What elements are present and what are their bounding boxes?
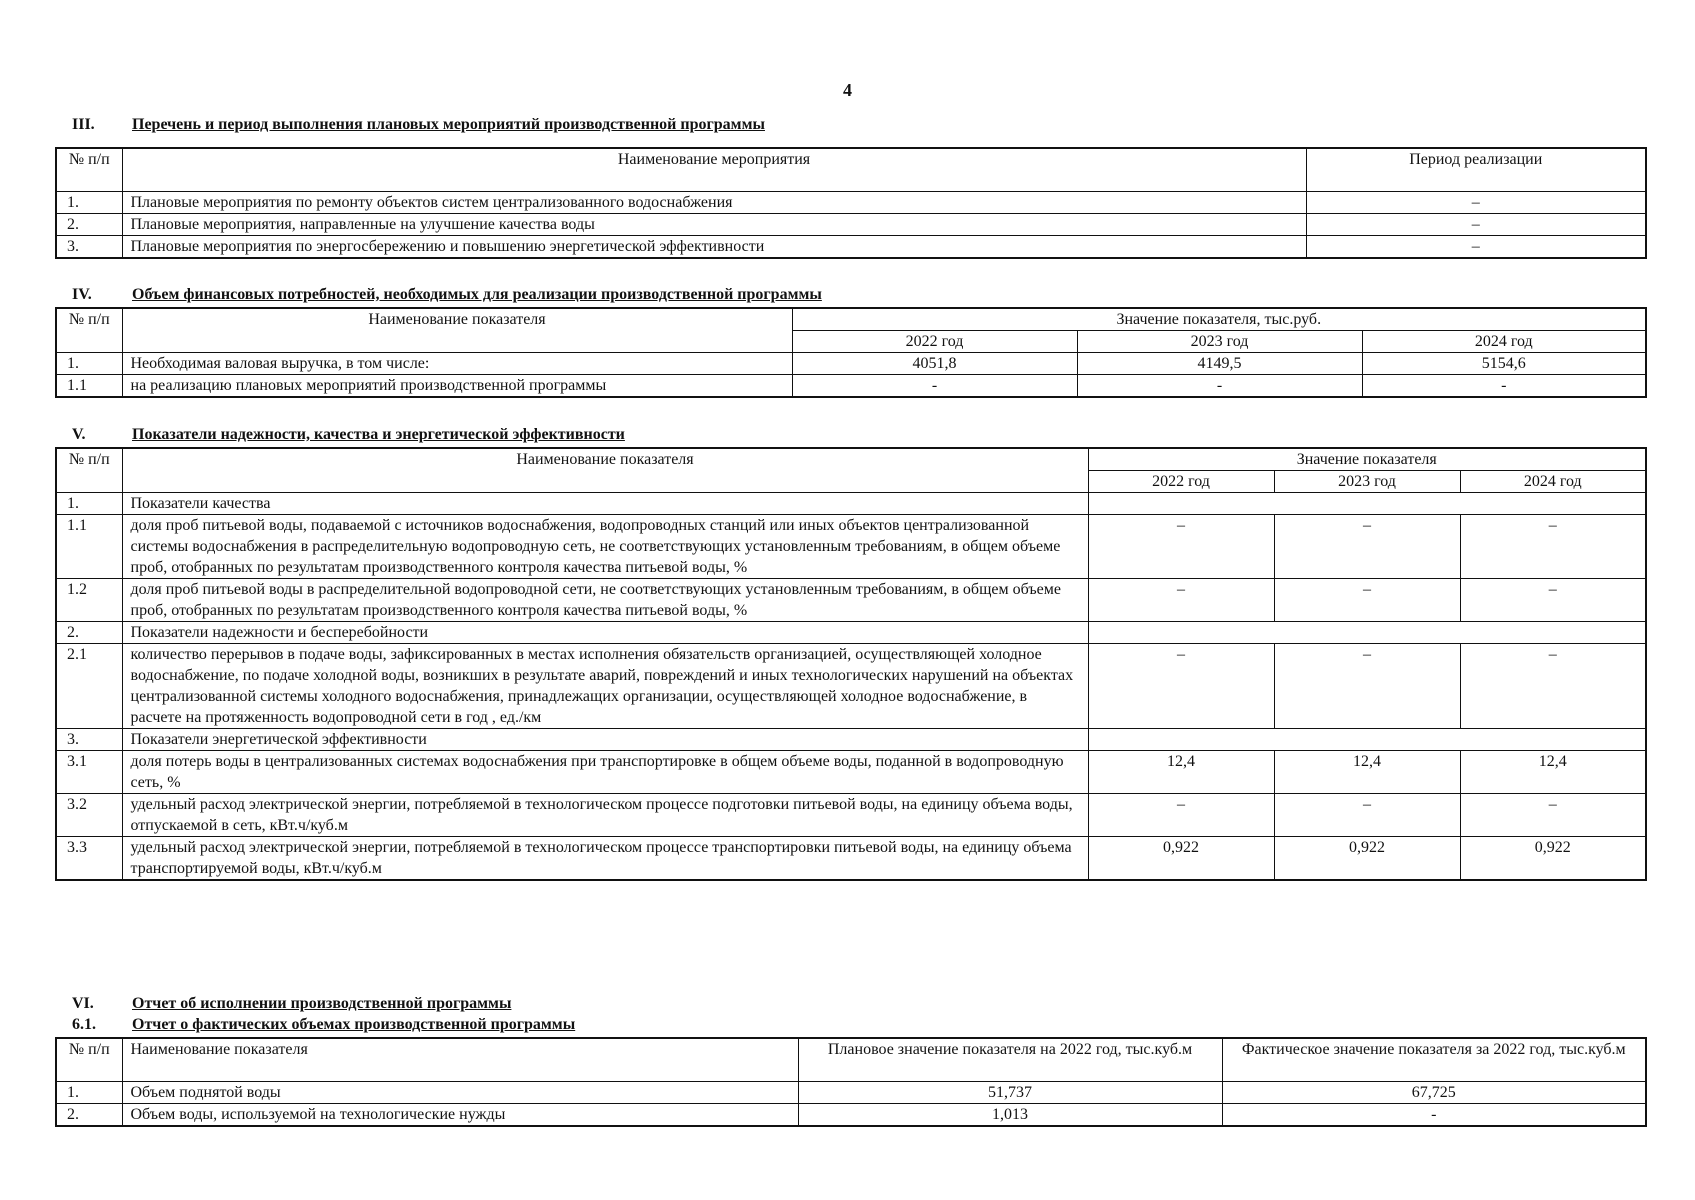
actual-value: 67,725 <box>1222 1082 1646 1104</box>
col-header-indicator-name: Наименование показателя <box>122 1038 798 1082</box>
value-2022: 0,922 <box>1088 837 1274 881</box>
table-row <box>56 579 1646 622</box>
value-2022: – <box>1088 644 1274 729</box>
table-row <box>56 1082 1646 1104</box>
section-6-1-title: Отчет о фактических объемах производственной программы <box>132 1016 576 1033</box>
col-header-indicator-name: Наименование показателя <box>122 308 792 353</box>
row-number: 2. <box>56 622 122 644</box>
section-5-heading <box>72 426 625 444</box>
section-4-heading <box>72 286 822 304</box>
table-row <box>56 794 1646 837</box>
indicator-name: доля проб питьевой воды в распределительной водопроводной сети, не соответствующих установленным требованиям, в общем объеме проб, отобранных по результатам производственного контроля качества питьевой воды, % <box>122 579 1088 622</box>
value-2024: – <box>1460 515 1646 579</box>
col-header-no: № п/п <box>56 308 122 353</box>
activity-name: Плановые мероприятия, направленные на улучшение качества воды <box>122 214 1306 236</box>
col-header-value: Значение показателя, тыс.руб. <box>792 308 1646 331</box>
indicator-name: удельный расход электрической энергии, потребляемой в технологическом процессе подготовки питьевой воды, на единицу объема воды, отпускаемой в сеть, кВт.ч/куб.м <box>122 794 1088 837</box>
col-header-no: № п/п <box>56 448 122 493</box>
page-number: 4 <box>843 80 852 100</box>
value-2023: – <box>1274 644 1460 729</box>
row-number: 1.2 <box>56 579 122 622</box>
section-3-number: III. <box>72 116 95 133</box>
section-4-number: IV. <box>72 286 92 303</box>
value-2024: – <box>1460 644 1646 729</box>
row-number: 1.1 <box>56 375 122 398</box>
row-number: 1. <box>56 353 122 375</box>
activity-period: – <box>1306 236 1646 259</box>
activity-period: – <box>1306 214 1646 236</box>
group-empty-cell <box>1088 729 1646 751</box>
value-2024: – <box>1460 794 1646 837</box>
table-row <box>56 236 1646 259</box>
table-planned-activities <box>55 147 1647 259</box>
table-row <box>56 192 1646 214</box>
activity-period: – <box>1306 192 1646 214</box>
section-3-heading <box>72 116 765 134</box>
col-header-activity-name: Наименование мероприятия <box>122 148 1306 192</box>
table-row <box>56 751 1646 794</box>
table-row <box>56 353 1646 375</box>
table-reliability-indicators <box>55 447 1647 881</box>
col-header-year-2023: 2023 год <box>1274 471 1460 493</box>
value-2023: 12,4 <box>1274 751 1460 794</box>
actual-value: - <box>1222 1104 1646 1127</box>
value-2023: - <box>1077 375 1362 398</box>
row-number: 1. <box>56 1082 122 1104</box>
section-4-title: Объем финансовых потребностей, необходимых для реализации производственной программы <box>132 286 822 303</box>
value-2024: – <box>1460 579 1646 622</box>
indicator-name: доля проб питьевой воды, подаваемой с источников водоснабжения, водопроводных станций или иных объектов централизованной системы водоснабжения в распределительную водопроводную сеть, не соответствующих установленным требованиям, в общем объеме проб, отобранных по результатам производственного контроля качества питьевой воды, % <box>122 515 1088 579</box>
col-header-actual-value: Фактическое значение показателя за 2022 год, тыс.куб.м <box>1222 1038 1646 1082</box>
activity-name: Плановые мероприятия по энергосбережению и повышению энергетической эффективности <box>122 236 1306 259</box>
col-header-year-2022: 2022 год <box>792 331 1077 353</box>
group-title: Показатели качества <box>122 493 1088 515</box>
section-5-title: Показатели надежности, качества и энергетической эффективности <box>132 426 625 443</box>
section-6-title: Отчет об исполнении производственной программы <box>132 995 512 1012</box>
row-number: 3. <box>56 236 122 259</box>
value-2023: – <box>1274 515 1460 579</box>
col-header-planned-value: Плановое значение показателя на 2022 год, тыс.куб.м <box>798 1038 1222 1082</box>
table-row <box>56 622 1646 644</box>
value-2022: – <box>1088 515 1274 579</box>
indicator-name: Необходимая валовая выручка, в том числе: <box>122 353 792 375</box>
value-2023: 4149,5 <box>1077 353 1362 375</box>
activity-name: Плановые мероприятия по ремонту объектов систем централизованного водоснабжения <box>122 192 1306 214</box>
indicator-name: количество перерывов в подаче воды, зафиксированных в местах исполнения обязательств организацией, осуществляющей холодное водоснабжение, по подаче холодной воды, возникших в результате аварий, повреждений и иных технологических нарушений на объектах централизованной системы холодного водоснабжения, принадлежащих организации, осуществляющей холодное водоснабжение, в расчете на протяженность водопроводной сети в год , ед./км <box>122 644 1088 729</box>
section-6-number: VI. <box>72 995 94 1012</box>
value-2023: – <box>1274 794 1460 837</box>
table-financial-needs <box>55 307 1647 398</box>
table-row <box>56 515 1646 579</box>
planned-value: 1,013 <box>798 1104 1222 1127</box>
row-number: 3. <box>56 729 122 751</box>
col-header-year-2023: 2023 год <box>1077 331 1362 353</box>
value-2022: – <box>1088 579 1274 622</box>
row-number: 3.1 <box>56 751 122 794</box>
value-2024: - <box>1362 375 1646 398</box>
group-empty-cell <box>1088 493 1646 515</box>
value-2024: 5154,6 <box>1362 353 1646 375</box>
value-2023: 0,922 <box>1274 837 1460 881</box>
col-header-year-2024: 2024 год <box>1362 331 1646 353</box>
col-header-no: № п/п <box>56 148 122 192</box>
indicator-name: Объем поднятой воды <box>122 1082 798 1104</box>
row-number: 1. <box>56 493 122 515</box>
value-2023: – <box>1274 579 1460 622</box>
section-6-1-heading <box>72 1016 575 1034</box>
col-header-period: Период реализации <box>1306 148 1646 192</box>
col-header-indicator-name: Наименование показателя <box>122 448 1088 493</box>
row-number: 1. <box>56 192 122 214</box>
row-number: 1.1 <box>56 515 122 579</box>
section-6-1-number: 6.1. <box>72 1016 96 1033</box>
planned-value: 51,737 <box>798 1082 1222 1104</box>
row-number: 3.2 <box>56 794 122 837</box>
value-2022: - <box>792 375 1077 398</box>
indicator-name: на реализацию плановых мероприятий производственной программы <box>122 375 792 398</box>
value-2022: 12,4 <box>1088 751 1274 794</box>
row-number: 2. <box>56 214 122 236</box>
table-row <box>56 729 1646 751</box>
group-empty-cell <box>1088 622 1646 644</box>
col-header-year-2022: 2022 год <box>1088 471 1274 493</box>
table-row <box>56 837 1646 881</box>
row-number: 3.3 <box>56 837 122 881</box>
col-header-no: № п/п <box>56 1038 122 1082</box>
section-5-number: V. <box>72 426 86 443</box>
table-row <box>56 644 1646 729</box>
row-number: 2. <box>56 1104 122 1127</box>
indicator-name: Объем воды, используемой на технологические нужды <box>122 1104 798 1127</box>
section-6-heading <box>72 995 511 1013</box>
indicator-name: доля потерь воды в централизованных системах водоснабжения при транспортировке в общем объеме воды, поданной в водопроводную сеть, % <box>122 751 1088 794</box>
value-2024: 12,4 <box>1460 751 1646 794</box>
row-number: 2.1 <box>56 644 122 729</box>
value-2022: 4051,8 <box>792 353 1077 375</box>
col-header-value: Значение показателя <box>1088 448 1646 471</box>
table-row <box>56 375 1646 398</box>
table-row <box>56 1104 1646 1127</box>
indicator-name: удельный расход электрической энергии, потребляемой в технологическом процессе транспортировки питьевой воды, на единицу объема транспортируемой воды, кВт.ч/куб.м <box>122 837 1088 881</box>
table-row <box>56 214 1646 236</box>
value-2024: 0,922 <box>1460 837 1646 881</box>
value-2022: – <box>1088 794 1274 837</box>
table-actual-volumes <box>55 1037 1647 1127</box>
col-header-year-2024: 2024 год <box>1460 471 1646 493</box>
group-title: Показатели энергетической эффективности <box>122 729 1088 751</box>
section-3-title: Перечень и период выполнения плановых мероприятий производственной программы <box>132 116 765 133</box>
group-title: Показатели надежности и бесперебойности <box>122 622 1088 644</box>
table-row <box>56 493 1646 515</box>
